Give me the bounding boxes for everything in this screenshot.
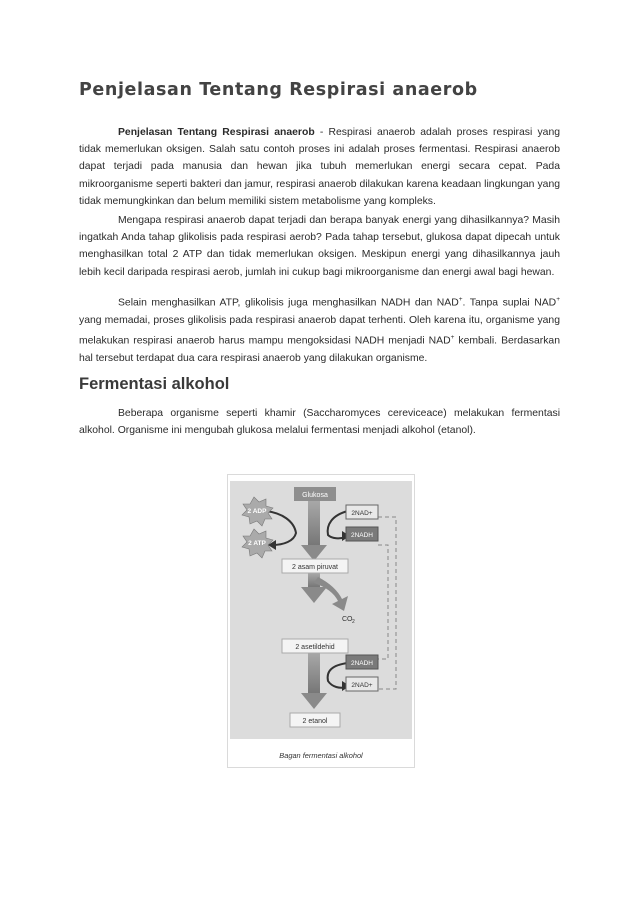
- nad-text-2: . Tanpa suplai NAD: [462, 297, 557, 309]
- nad-sup-1: +: [458, 296, 463, 303]
- nad-text-4: kembali. Berdasarkan hal tersebut terdapat dua cara respirasi anaerob yang dilakukan organisme.: [79, 335, 560, 364]
- label-etanol: 2 etanol: [302, 718, 328, 725]
- section-heading-fermentasi: Fermentasi alkohol: [79, 375, 230, 393]
- fermentation-diagram: [228, 475, 414, 743]
- label-co2-subscript: 2: [352, 619, 355, 625]
- label-nad-top: 2NAD+: [351, 510, 373, 517]
- nad-sup-2: +: [556, 296, 560, 303]
- paragraph-intro: [79, 124, 560, 210]
- label-nad-bottom: 2NAD+: [351, 682, 373, 689]
- label-nadh-bottom: 2NADH: [350, 660, 374, 667]
- label-atp: 2 ATP: [248, 540, 266, 547]
- intro-bold-lead: Penjelasan Tentang Respirasi anaerob: [118, 127, 315, 138]
- label-co2: CO: [342, 616, 353, 623]
- paragraph-nad: [79, 291, 560, 367]
- nad-sup-3: +: [450, 333, 455, 341]
- nad-text-3: yang memadai, proses glikolisis pada respirasi anaerob dapat terhenti. Oleh karena itu, organisme yang melakukan respirasi anaerob harus mampu mengoksidasi NADH menjadi NAD: [79, 314, 560, 347]
- page-title: Penjelasan Tentang Respirasi anaerob: [79, 80, 478, 100]
- label-nadh-top: 2NADH: [350, 532, 374, 539]
- paragraph-fermentasi: Beberapa organisme seperti khamir (Saccharomyces cereviceace) melakukan fermentasi alkohol. Organisme ini mengubah glukosa melalui fermentasi menjadi alkohol (etanol).: [79, 408, 560, 437]
- label-glukosa: Glukosa: [302, 492, 328, 499]
- paragraph-energy: Mengapa respirasi anaerob dapat terjadi dan berapa banyak energi yang dihasilkannya? Masih ingatkah Anda tahap glikolisis pada respirasi aerob? Pada tahap tersebut, glukosa dapat dipecah untuk menghasilkan total 2 ATP dan tidak memerlukan oksigen. Meskipun energi yang dihasilkannya jauh lebih kecil daripada respirasi aerob, jumlah ini cukup bagi mikroorganisme dan energi awal bagi hewan.: [79, 215, 560, 278]
- label-piruvat: 2 asam piruvat: [292, 564, 338, 571]
- nad-text-1: Selain menghasilkan ATP, glikolisis juga menghasilkan NADH dan NAD: [118, 297, 459, 309]
- intro-text: - Respirasi anaerob adalah proses respirasi yang tidak memerlukan oksigen. Salah satu contoh proses ini adalah proses fermentasi. Respirasi anaerob dapat terjadi pada manusia dan hewan jika tubuh memerlukan energi secara cepat. Pada mikroorganisme seperti bakteri dan jamur, respirasi anaerob dilakukan karena keadaan lingkungan yang tidak memungkinkan dan belum memiliki sistem metabolisme yang kompleks.: [79, 127, 561, 207]
- figure-caption: Bagan fermentasi alkohol: [279, 751, 363, 760]
- figure-fermentasi: [227, 474, 415, 768]
- label-adp: 2 ADP: [247, 508, 267, 515]
- label-asetildehid: 2 asetildehid: [295, 644, 335, 651]
